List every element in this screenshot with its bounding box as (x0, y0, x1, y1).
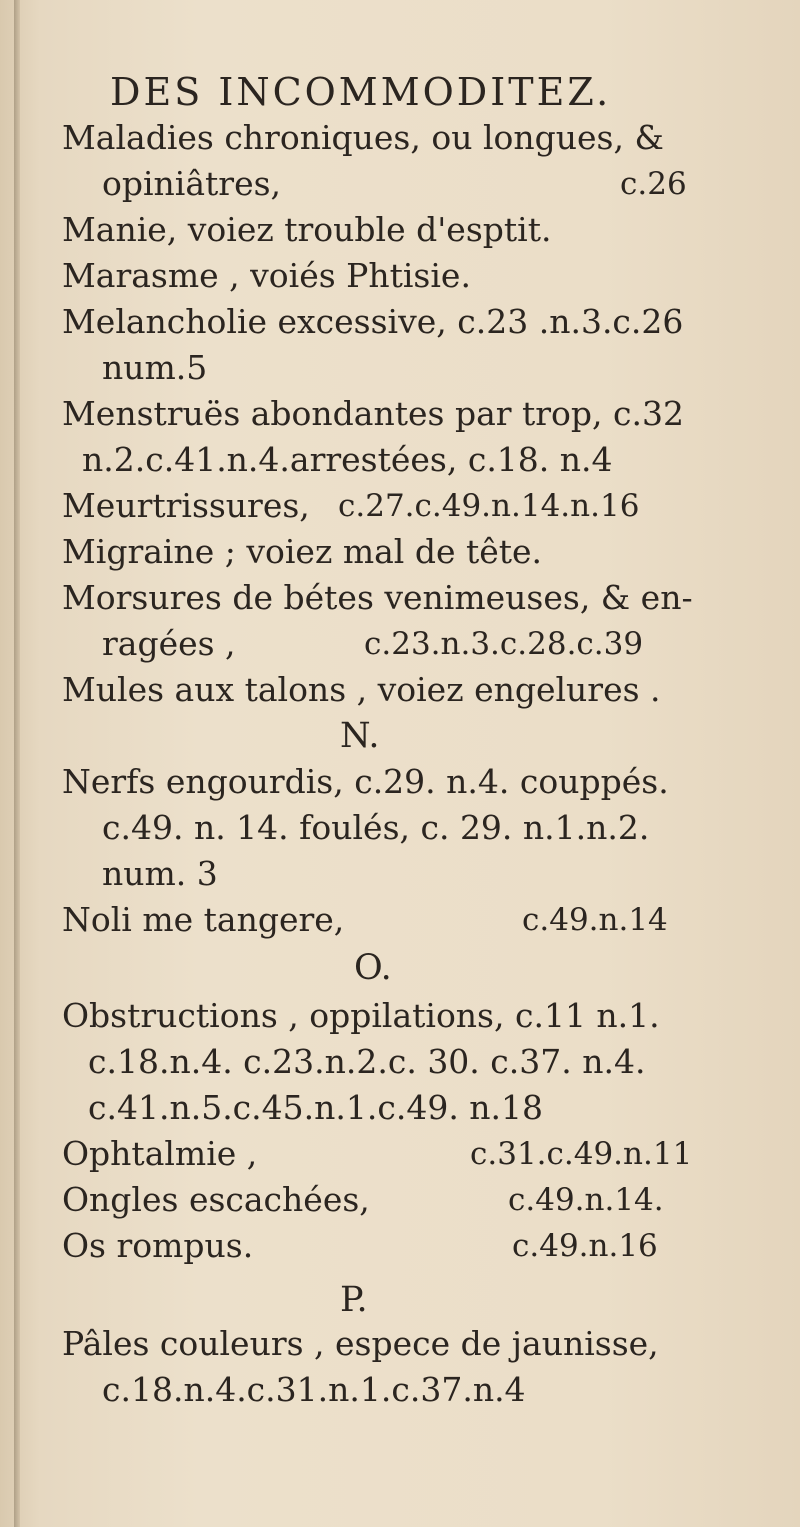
page-reference: c.49.n.16 (512, 1228, 658, 1264)
index-entry-continuation: num. 3 (102, 854, 218, 893)
index-entry: Ongles escachées, (62, 1180, 370, 1219)
index-entry: Os rompus. (62, 1226, 254, 1265)
index-entry: Mules aux talons , voiez engelures . (62, 670, 661, 709)
page-reference: c.23.n.3.c.28.c.39 (364, 626, 644, 662)
page-reference: c.49.n.14 (522, 902, 668, 938)
index-entry: Pâles couleurs , espece de jaunisse, (62, 1324, 659, 1363)
section-letter: O. (354, 948, 392, 988)
running-head: DES INCOMMODITEZ. (110, 70, 612, 114)
index-entry-continuation: c.41.n.5.c.45.n.1.c.49. n.18 (88, 1088, 544, 1127)
index-entry-continuation: opiniâtres, (102, 164, 282, 203)
index-entry-continuation: num.5 (102, 348, 208, 387)
index-entry: Manie, voiez trouble d'esptit. (62, 210, 552, 249)
page-gutter (14, 0, 20, 1527)
index-entry-continuation: c.49. n. 14. foulés, c. 29. n.1.n.2. (102, 808, 650, 847)
page-reference: c.31.c.49.n.11 (470, 1136, 693, 1172)
page-reference: c.26 (620, 166, 687, 202)
index-entry-continuation: ragées , (102, 624, 236, 663)
index-entry: Melancholie excessive, c.23 .n.3.c.26 (62, 302, 684, 341)
index-entry-continuation: c.18.n.4. c.23.n.2.c. 30. c.37. n.4. (88, 1042, 646, 1081)
page-reference: c.49.n.14. (508, 1182, 664, 1218)
index-entry: Nerfs engourdis, c.29. n.4. couppés. (62, 762, 669, 801)
index-entry: Maladies chroniques, ou longues, & (62, 118, 664, 157)
index-entry: Menstruës abondantes par trop, c.32 (62, 394, 684, 433)
index-entry-continuation: n.2.c.41.n.4.arrestées, c.18. n.4 (82, 440, 613, 479)
index-entry: Marasme , voiés Phtisie. (62, 256, 471, 295)
page-reference: c.27.c.49.n.14.n.16 (338, 488, 640, 524)
index-entry: Morsures de bétes venimeuses, & en- (62, 578, 693, 617)
index-entry: Migraine ; voiez mal de tête. (62, 532, 543, 571)
index-entry: Noli me tangere, (62, 900, 345, 939)
index-entry-continuation: c.18.n.4.c.31.n.1.c.37.n.4 (102, 1370, 526, 1409)
index-entry: Meurtrissures, (62, 486, 310, 525)
section-letter: P. (340, 1280, 368, 1320)
index-entry: Obstructions , oppilations, c.11 n.1. (62, 996, 660, 1035)
section-letter: N. (340, 716, 380, 756)
index-entry: Ophtalmie , (62, 1134, 258, 1173)
